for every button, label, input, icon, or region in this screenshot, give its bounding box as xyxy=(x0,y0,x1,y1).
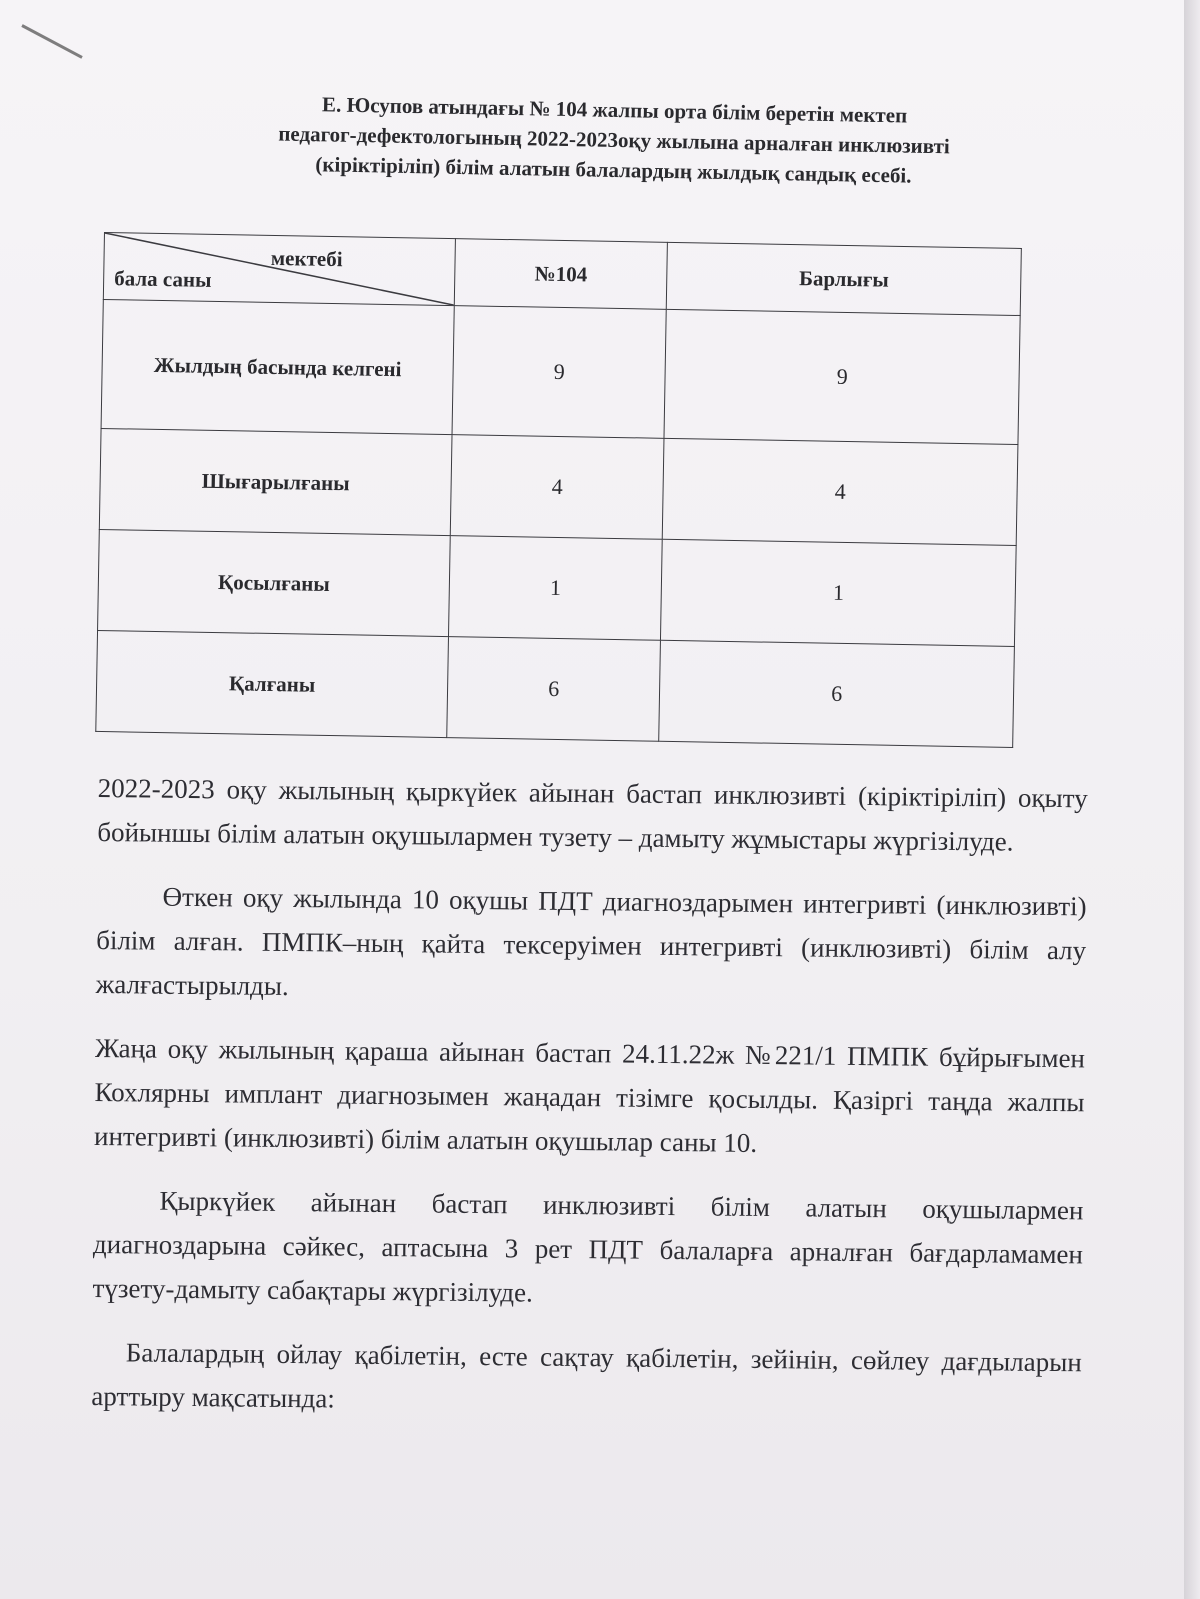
table-row xyxy=(98,529,1017,646)
paragraph-1: 2022-2023 оқу жылының қыркүйек айынан бастап инклюзивті (кіріктіріліп) оқыту бойыншы білім алатын оқушылармен тузету – дамыту жұмыстары жүргізілуде. xyxy=(97,772,1088,857)
cell-school: 9 xyxy=(452,306,667,439)
document-heading xyxy=(148,86,1080,194)
cell-total: 4 xyxy=(663,438,1018,545)
cell-school: 4 xyxy=(450,435,664,540)
cell-total: 9 xyxy=(664,309,1020,444)
paragraph-3: Жаңа оқу жылының қараша айынан бастап 24.11.22ж №221/1 ПМПК бұйрығымен Кохлярны имплант диагнозымен жаңадан тізімге қосылды. Қазіргі таңда жалпы интегривті (инклюзивті) білім алатын оқушылар саны 10. xyxy=(93,1032,1086,1158)
corner-cell xyxy=(103,233,455,306)
heading-line-3: (кіріктіріліп) білім алатын балалардың жылдық сандық есебі. xyxy=(315,152,912,188)
table-row xyxy=(99,428,1018,545)
corner-label-school: мектебі xyxy=(270,245,343,272)
page-edge xyxy=(1184,0,1200,1599)
stats-table xyxy=(95,232,1022,748)
cell-total: 6 xyxy=(659,640,1014,747)
row-label: Қосылғаны xyxy=(98,529,451,636)
heading-line-2: педагог-дефектологының 2022-2023оқу жылына арналған инклюзивті xyxy=(278,121,950,159)
column-header-total: Барлығы xyxy=(667,242,1022,315)
paragraph-5: Балалардың ойлау қабілетін, есте сақтау қабілетін, зейінін, сөйлеу дағдыларын арттыру мақсатында: xyxy=(91,1337,1082,1414)
row-label: Жылдың басында келгені xyxy=(101,299,454,434)
cell-school: 1 xyxy=(448,536,662,641)
table-row xyxy=(96,630,1015,747)
pen-mark xyxy=(21,24,82,59)
table-row xyxy=(101,299,1020,444)
row-label: Шығарылғаны xyxy=(99,428,452,535)
row-label: Қалғаны xyxy=(96,630,449,737)
body-text xyxy=(91,766,1088,1448)
paragraph-2: Өткен оқу жылында 10 оқушы ПДТ диагноздарымен интегривті (инклюзивті) білім алған. ПМПК–ның қайта тексеруімен интегривті (инклюзивті) білім алу жалғастырылды. xyxy=(95,881,1087,1002)
column-header-school: №104 xyxy=(454,239,667,310)
corner-label-count: бала саны xyxy=(113,266,212,292)
paragraph-4: Қыркүйек айынан бастап инклюзивті білім алатын оқушылармен диагноздарына сәйкес, аптасына 3 рет ПДТ балаларға арналған бағдарламамен түзету-дамыту сабақтары жүргізілуде. xyxy=(92,1185,1084,1308)
cell-total: 1 xyxy=(661,539,1016,646)
cell-school: 6 xyxy=(447,637,661,742)
heading-line-1: Е. Юсупов атындағы № 104 жалпы орта білім беретін мектеп xyxy=(321,92,908,128)
